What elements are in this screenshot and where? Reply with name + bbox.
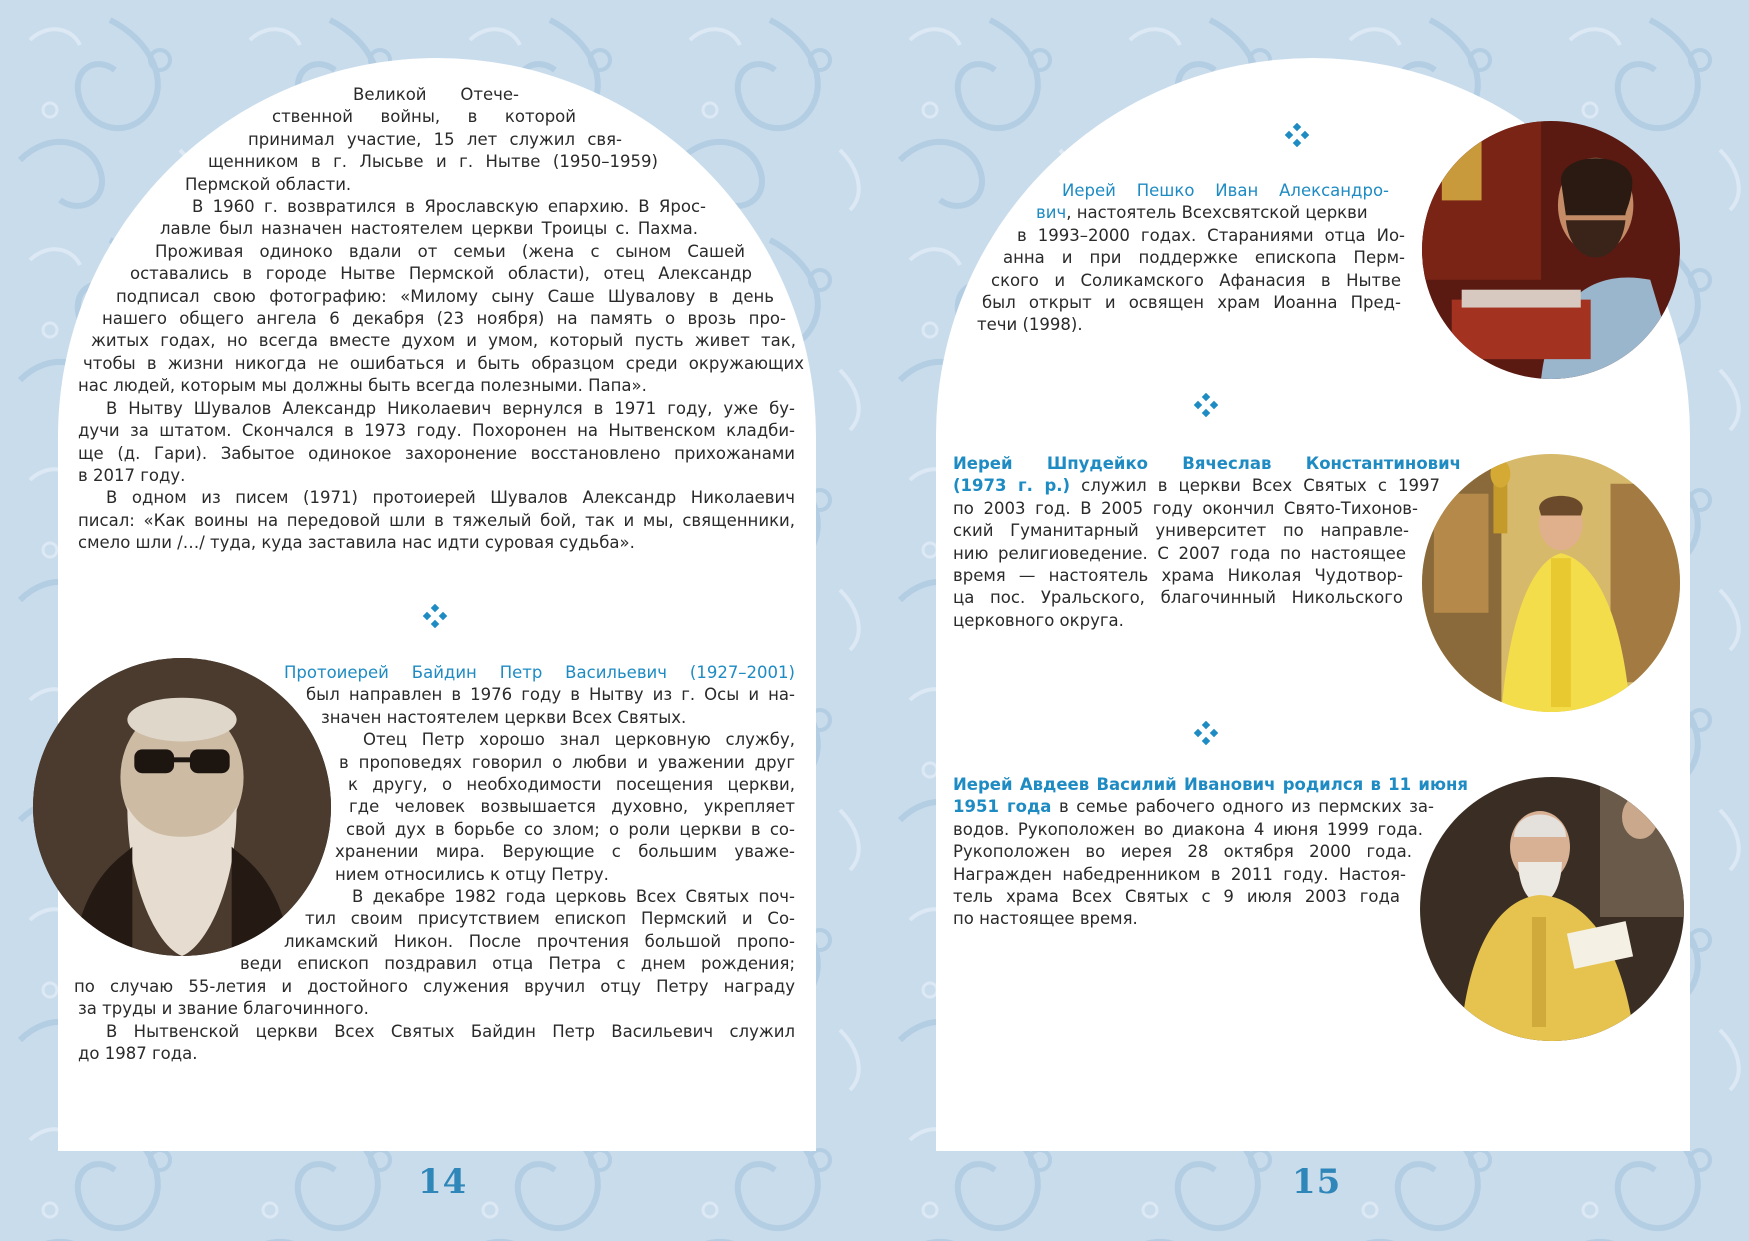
text-line: анна и при поддержке епископа Перм- <box>1003 248 1405 268</box>
text-line: В одном из писем (1971) протоиерей Шувалов Александр Николаевич <box>106 488 795 508</box>
text-line: В 1960 г. возвратился в Ярославскую епархию. В Ярос- <box>192 197 706 217</box>
portrait-peshko-photo <box>1422 121 1680 379</box>
text-line: служил в церкви Всех Святых с 1997 <box>1070 476 1441 496</box>
avdeev-name: Иерей Авдеев Василий Иванович родился в 11 июня <box>953 775 1468 794</box>
text-line: оставались в городе Нытве Пермской области), отец Александр <box>130 264 752 284</box>
text-line: хранении мира. Верующие с большим уваже- <box>335 842 795 862</box>
text-line: тил своим присутствием епископ Пермский и Со- <box>305 909 795 929</box>
text-line: чтобы в жизни никогда не ошибаться и быть образцом среди окружающих <box>83 353 804 373</box>
peshko-name: Иерей Пешко Иван Александро- <box>1062 181 1389 200</box>
text-line: церковного округа. <box>953 610 1124 630</box>
portrait-shpudeiko-photo <box>1422 454 1680 712</box>
text-line: водов. Рукоположен во диакона 4 июня 1999 года. <box>953 819 1423 839</box>
text-line: щенником в г. Лысьве и г. Нытве (1950–1959) <box>208 152 658 172</box>
text-line: нием относились к отцу Петру. <box>335 864 609 884</box>
text-line: был направлен в 1976 году в Нытву из г. Осы и на- <box>306 685 795 705</box>
text-line: значен настоятелем церкви Всех Святых. <box>321 707 687 727</box>
divider-ornament-icon <box>1285 123 1309 147</box>
text-line: к другу, о необходимости посещения церкви, <box>348 775 795 795</box>
text-line: течи (1998). <box>977 315 1083 335</box>
text-line: Великой Отече- <box>353 85 519 104</box>
text-line: В Нытву Шувалов Александр Николаевич вернулся в 1971 году, уже бу- <box>106 398 795 418</box>
text-line: дучи за штатом. Скончался в 1973 году. Похоронен на Нытвенском кладби- <box>78 421 795 441</box>
text-line: лавле был назначен настоятелем церкви Троицы с. Пахма. <box>160 219 698 239</box>
text-line: В декабре 1982 года церковь Всех Святых поч- <box>352 887 795 907</box>
shpudeiko-years: (1973 г. р.) <box>953 476 1071 496</box>
text-line: время — настоятель храма Николая Чудотвор- <box>953 566 1403 586</box>
text-line: в 1993–2000 годах. Стараниями отца Ио- <box>1017 225 1405 245</box>
peshko-name-end: вич <box>1036 203 1067 223</box>
text-line: , настоятель Всехсвятской церкви <box>1066 203 1368 223</box>
text-line: в проповедях говорил о любви и уважении друг <box>339 752 795 772</box>
divider-ornament-icon <box>1194 393 1218 417</box>
text-line: ликамский Никон. После прочтения большой пропо- <box>284 931 795 951</box>
text-line: ца пос. Уральского, благочинный Никольского <box>953 588 1403 608</box>
text-line: ского и Соликамского Афанасия в Нытве <box>991 270 1401 290</box>
shpudeiko-name: Иерей Шпудейко Вячеслав Константинович <box>953 454 1461 473</box>
text-line: Отец Петр хорошо знал церковную службу, <box>363 730 795 750</box>
baidin-name: Протоиерей Байдин Петр Васильевич (1927–2001) <box>284 663 795 682</box>
text-line: нию религиоведение. С 2007 года по настоящее <box>953 543 1406 563</box>
text-line: по случаю 55-летия и достойного служения вручил отцу Петру награду <box>74 976 795 996</box>
text-line: смело шли /…/ туда, куда заставила нас идти суровая судьба». <box>78 533 635 553</box>
text-line: Проживая одиноко вдали от семьи (жена с сыном Сашей <box>155 241 745 261</box>
text-line: в семье рабочего одного из пермских за- <box>1051 797 1434 817</box>
text-line: нас людей, которым мы должны быть всегда полезными. Папа». <box>78 376 647 396</box>
text-line: до 1987 года. <box>78 1043 198 1063</box>
text-line: за труды и звание благочинного. <box>78 999 369 1019</box>
text-line: ский Гуманитарный университет по направле- <box>953 521 1409 541</box>
text-line: подписал свою фотографию: «Милому сыну Саше Шувалову в день <box>116 286 774 306</box>
text-line: писал: «Как воины на передовой шли в тяжелый бой, так и мы, священники, <box>78 510 795 530</box>
avdeev-year: 1951 года <box>953 797 1052 817</box>
page-number-left: 14 <box>418 1162 468 1202</box>
text-line: В Нытвенской церкви Всех Святых Байдин Петр Васильевич служил <box>106 1021 795 1041</box>
text-line: тель храма Всех Святых с 9 июля 2003 года <box>953 887 1400 907</box>
text-line: Рукоположен во иерея 28 октября 2000 года. <box>953 842 1412 862</box>
text-line: по настоящее время. <box>953 909 1138 929</box>
text-line: где человек возвышается духовно, укрепляет <box>349 797 795 817</box>
text-line: по 2003 год. В 2005 году окончил Свято-Тихонов- <box>953 498 1418 518</box>
text-line: свой дух в борьбе со злом; о роли церкви в со- <box>346 819 795 839</box>
text-line: ще (д. Гари). Забытое одинокое захоронение восстановлено прихожанами <box>78 443 795 463</box>
text-line: был открыт и освящен храм Иоанна Пред- <box>982 293 1401 313</box>
page-number-right: 15 <box>1292 1162 1342 1202</box>
text-line: в 2017 году. <box>78 465 186 485</box>
portrait-avdeev-photo <box>1420 777 1684 1041</box>
text-line: принимал участие, 15 лет служил свя- <box>248 129 622 149</box>
text-line: Награжден набедренником в 2011 году. Настоя- <box>953 864 1406 884</box>
text-line: нашего общего ангела 6 декабря (23 ноября) на память о врозь про- <box>102 309 786 329</box>
text-line: ственной войны, в которой <box>272 107 576 127</box>
divider-ornament-icon <box>1194 721 1218 745</box>
text-line: Пермской области. <box>185 174 352 194</box>
text-line: веди епископ поздравил отца Петра с днем рождения; <box>240 954 795 974</box>
text-line: житых годах, но всегда вместе духом и умом, который пусть живет так, <box>91 331 796 351</box>
